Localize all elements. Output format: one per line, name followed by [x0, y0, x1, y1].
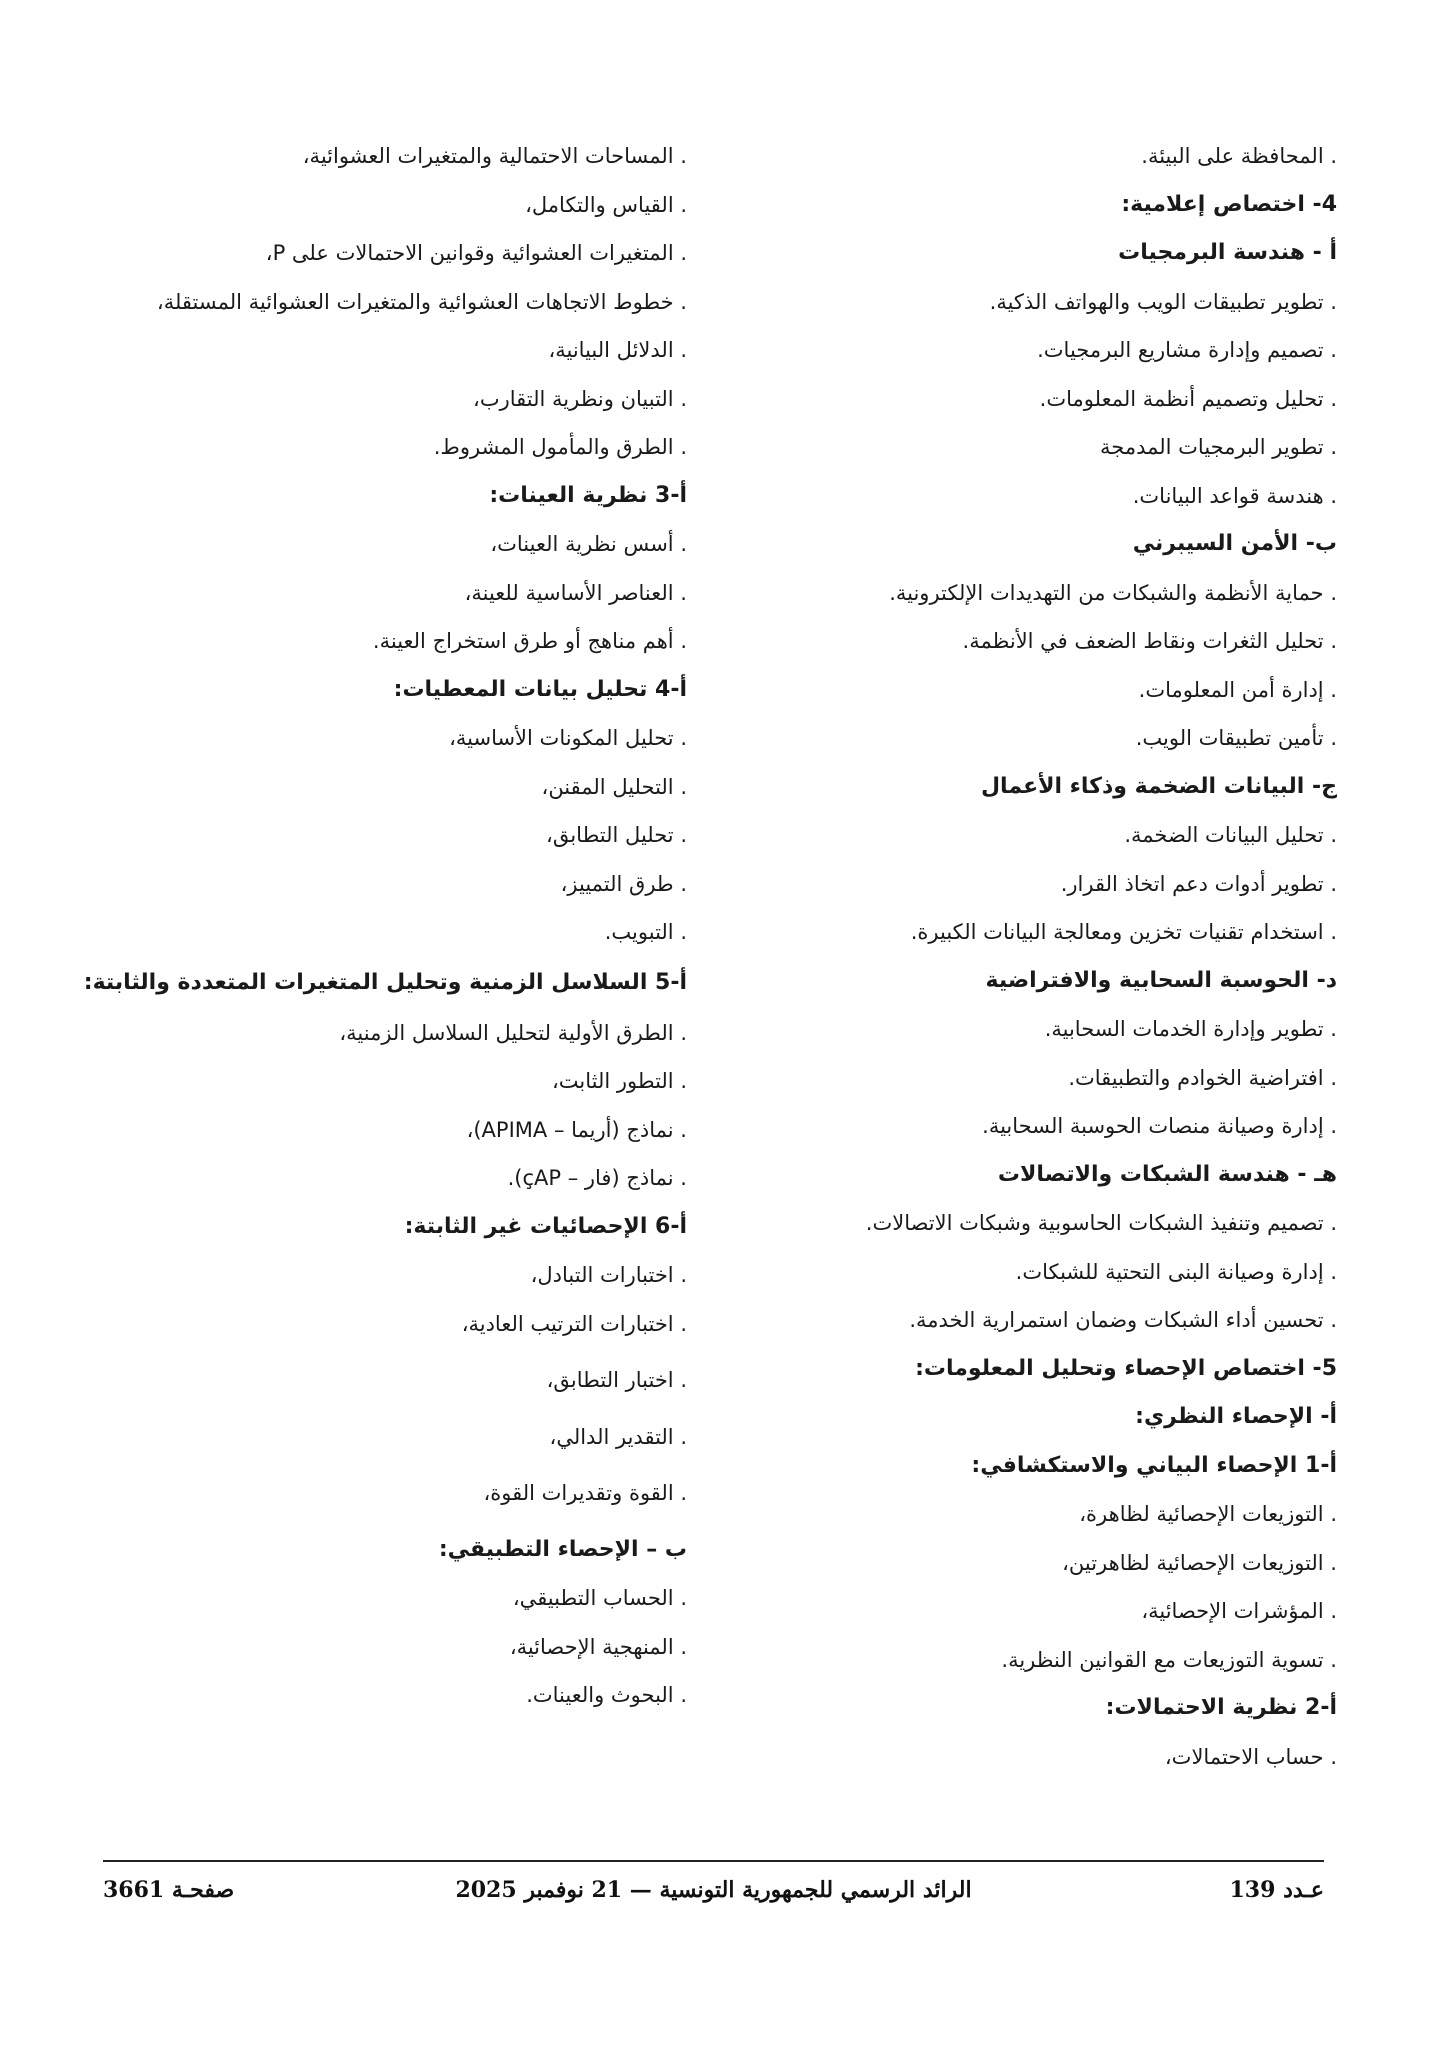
subsection-heading: هـ - هندسة الشبكات والاتصالات [997, 1161, 1337, 1187]
list-item: . هندسة قواعد البيانات. [1132, 483, 1337, 508]
list-item: . استخدام تقنيات تخزين ومعالجة البيانات الكبيرة. [910, 920, 1337, 944]
subsection-heading: د- الحوسبة السحابية والافتراضية [985, 967, 1337, 993]
list-item: . تحليل وتصميم أنظمة المعلومات. [1039, 386, 1337, 411]
list-item: . المنهجية الإحصائية، [509, 1634, 687, 1659]
subsection-heading: ج- البيانات الضخمة وذكاء الأعمال [980, 773, 1337, 799]
list-item: . إدارة أمن المعلومات. [1138, 677, 1337, 702]
list-item: . الدلائل البيانية، [548, 338, 687, 362]
subsection-heading: أ-2 نظرية الاحتمالات: [1105, 1695, 1337, 1720]
subsection-heading: أ-4 تحليل بيانات المعطيات: [393, 676, 687, 702]
subsection-heading: أ- الإحصاء النظري: [1135, 1404, 1337, 1429]
list-item: . القياس والتكامل، [525, 192, 687, 217]
list-item: . التوزيعات الإحصائية لظاهرة، [1079, 1502, 1337, 1526]
subsection-heading: أ - هندسة البرمجيات [1118, 240, 1337, 265]
list-item: . تصميم وتنفيذ الشبكات الحاسوبية وشبكات الاتصالات. [865, 1211, 1337, 1235]
section-heading: 4- اختصاص إعلامية: [1121, 191, 1337, 217]
text-line: . المحافظة على البيئة. [1141, 144, 1337, 168]
subsection-heading: ب – الإحصاء التطبيقي: [438, 1536, 687, 1562]
list-item: . الطرق والمأمول المشروط. [433, 435, 687, 459]
section-heading: 5- اختصاص الإحصاء وتحليل المعلومات: [915, 1355, 1337, 1381]
list-item: . المتغيرات العشوائية وقوانين الاحتمالات على P، [265, 241, 687, 265]
list-item: . تطوير البرمجيات المدمجة [1100, 435, 1337, 459]
list-item: . البحوث والعينات. [526, 1683, 687, 1707]
subsection-heading: أ-3 نظرية العينات: [489, 482, 687, 508]
subsection-heading: أ-5 السلاسل الزمنية وتحليل المتغيرات المتعددة والثابتة: [83, 969, 687, 995]
footer-page-number: صفحـة 3661 [103, 1877, 235, 1903]
list-item: . إدارة وصيانة منصات الحوسبة السحابية. [982, 1114, 1337, 1138]
list-item: . تسوية التوزيعات مع القوانين النظرية. [1001, 1647, 1337, 1672]
list-item: . تحليل الثغرات ونقاط الضعف في الأنظمة. [962, 629, 1337, 653]
list-item: . التوزيعات الإحصائية لظاهرتين، [1062, 1550, 1337, 1575]
list-item: . نماذج (فار – çAP). [507, 1166, 687, 1190]
list-item: . العناصر الأساسية للعينة، [464, 580, 687, 605]
list-item: . اختبار التطابق، [546, 1368, 687, 1392]
list-item: . تحليل البيانات الضخمة. [1124, 823, 1337, 847]
footer-issue-number: عـدد 139 [1229, 1877, 1324, 1903]
left-column [47, 132, 687, 1720]
subsection-heading: أ-6 الإحصائيات غير الثابتة: [404, 1213, 687, 1239]
list-item: . طرق التمييز، [560, 871, 687, 896]
list-item: . اختبارات الترتيب العادية، [461, 1311, 687, 1336]
list-item: . المساحات الاحتمالية والمتغيرات العشوائية، [302, 144, 687, 168]
list-item: . التبويب. [604, 920, 687, 944]
list-item: . الحساب التطبيقي، [512, 1586, 687, 1610]
list-item: . تطوير وإدارة الخدمات السحابية. [1044, 1017, 1337, 1041]
list-item: . تحسين أداء الشبكات وضمان استمرارية الخدمة. [909, 1308, 1337, 1332]
list-item: . اختبارات التبادل، [530, 1263, 687, 1287]
list-item: . تصميم وإدارة مشاريع البرمجيات. [1037, 338, 1337, 362]
footer-divider [103, 1860, 1324, 1862]
footer-publication: الرائد الرسمي للجمهورية التونسية — 21 نوفمبر 2025 [455, 1877, 972, 1903]
page-footer [103, 1870, 1324, 1910]
list-item: . إدارة وصيانة البنى التحتية للشبكات. [1015, 1259, 1337, 1284]
list-item: . تأمين تطبيقات الويب. [1135, 726, 1337, 750]
list-item: . أسس نظرية العينات، [490, 532, 687, 556]
list-item: . حماية الأنظمة والشبكات من التهديدات الإلكترونية. [889, 580, 1337, 605]
list-item: . الطرق الأولية لتحليل السلاسل الزمنية، [339, 1020, 687, 1045]
list-item: . التحليل المقنن، [541, 774, 687, 799]
list-item: . افتراضية الخوادم والتطبيقات. [1068, 1065, 1337, 1090]
list-item: . التبيان ونظرية التقارب، [473, 386, 687, 411]
subsection-heading: أ-1 الإحصاء البياني والاستكشافي: [971, 1452, 1337, 1478]
list-item: . المؤشرات الإحصائية، [1141, 1599, 1337, 1623]
subsection-heading: ب- الأمن السيبرني [1132, 531, 1337, 556]
list-item: . تحليل التطابق، [546, 823, 687, 847]
right-column [717, 132, 1337, 1781]
list-item: . التطور الثابت، [551, 1069, 687, 1093]
list-item: . خطوط الاتجاهات العشوائية والمتغيرات العشوائية المستقلة، [156, 289, 687, 314]
list-item: . تحليل المكونات الأساسية، [449, 726, 687, 750]
list-item: . التقدير الدالي، [549, 1424, 687, 1449]
list-item: . تطوير تطبيقات الويب والهواتف الذكية. [989, 289, 1337, 314]
list-item: . أهم مناهج أو طرق استخراج العينة. [372, 629, 687, 653]
list-item: . حساب الاحتمالات، [1164, 1744, 1337, 1769]
list-item: . القوة وتقديرات القوة، [483, 1481, 687, 1505]
list-item: . تطوير أدوات دعم اتخاذ القرار. [1060, 871, 1337, 896]
list-item: . نماذج (أريما – APIMA)، [466, 1117, 687, 1142]
